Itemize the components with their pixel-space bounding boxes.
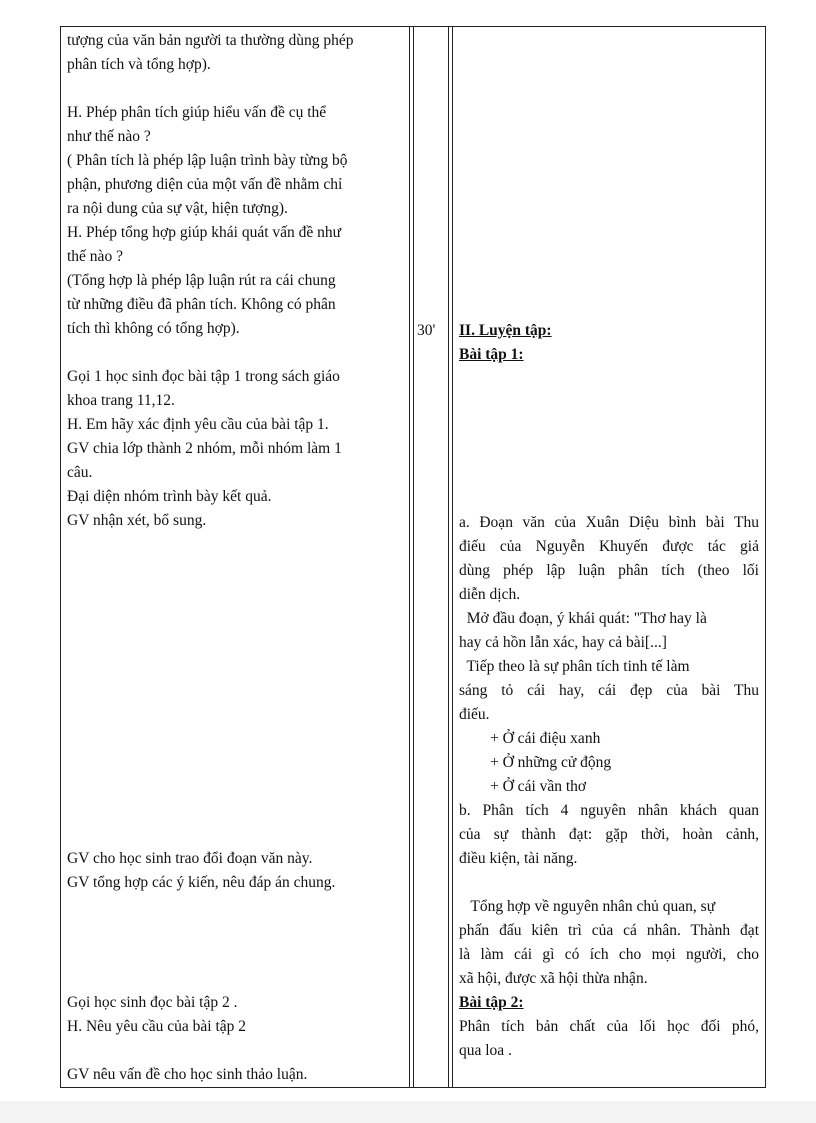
left-text-line: ra nội dung của sự vật, hiện tượng). <box>67 200 288 217</box>
right-text-line: sáng tỏ cái hay, cái đẹp của bài Thu <box>459 682 759 699</box>
left-text-line: tích thì không có tổng hợp). <box>67 320 240 337</box>
left-text-line: từ những điều đã phân tích. Không có phân <box>67 296 336 313</box>
right-text-line: là làm cái gì có ích cho mọi người, cho <box>459 946 759 963</box>
lesson-plan-table <box>60 26 766 1088</box>
right-text-line: + Ở những cử động <box>459 754 612 771</box>
left-text-line: Gọi học sinh đọc bài tập 2 . <box>67 994 238 1011</box>
right-text-line: Phân tích bản chất của lối học đối phó, <box>459 1018 759 1035</box>
left-text-line: GV tổng hợp các ý kiến, nêu đáp án chung. <box>67 874 336 891</box>
left-text-line: phận, phương diện của một vấn đề nhằm chỉ <box>67 176 343 193</box>
right-text-line: diễn dịch. <box>459 586 521 603</box>
left-text-line: H. Phép tổng hợp giúp khái quát vấn đề như <box>67 224 342 241</box>
right-text-line: phấn đấu kiên trì của cá nhân. Thành đạt <box>459 922 759 939</box>
right-text-line: hay cả hồn lẫn xác, hay cả bài[...] <box>459 634 667 651</box>
left-text-line: GV nêu vấn đề cho học sinh thảo luận. <box>67 1066 308 1083</box>
left-text-line: GV chia lớp thành 2 nhóm, mỗi nhóm làm 1 <box>67 440 342 457</box>
right-text-line: điều kiện, tài năng. <box>459 850 578 867</box>
column-divider <box>409 27 410 1087</box>
left-text-line: GV nhận xét, bổ sung. <box>67 512 207 529</box>
left-text-line: H. Phép phân tích giúp hiểu vấn đề cụ thể <box>67 104 327 121</box>
left-text-line: Gọi 1 học sinh đọc bài tập 1 trong sách giáo <box>67 368 340 385</box>
left-text-line: tượng của văn bản người ta thường dùng phép <box>67 32 354 49</box>
left-text-line: khoa trang 11,12. <box>67 392 175 409</box>
right-text-line: Tổng hợp về nguyên nhân chủ quan, sự <box>459 898 716 915</box>
time-duration: 30' <box>417 322 436 339</box>
right-text-line: Mở đầu đoạn, ý khái quát: "Thơ hay là <box>459 610 707 627</box>
right-text-line: của sự thành đạt: gặp thời, hoàn cảnh, <box>459 826 759 843</box>
left-text-line: ( Phân tích là phép lập luận trình bày từng bộ <box>67 152 348 169</box>
column-divider <box>413 27 414 1087</box>
right-text-line: + Ở cái vần thơ <box>459 778 587 795</box>
left-text-line: H. Nêu yêu cầu của bài tập 2 <box>67 1018 247 1035</box>
right-text-line: qua loa . <box>459 1042 512 1059</box>
right-text-line: b. Phân tích 4 nguyên nhân khách quan <box>459 802 759 819</box>
page-footer-band <box>0 1101 816 1123</box>
left-text-line: như thế nào ? <box>67 128 151 145</box>
right-text-line: Tiếp theo là sự phân tích tinh tế làm <box>459 658 690 675</box>
column-divider <box>452 27 453 1087</box>
left-text-line: câu. <box>67 464 93 481</box>
right-text-line: điếu. <box>459 706 490 723</box>
right-text-line: + Ở cái điệu xanh <box>459 730 601 747</box>
left-text-line: phân tích và tổng hợp). <box>67 56 211 73</box>
left-text-line: Đại diện nhóm trình bày kết quả. <box>67 488 272 505</box>
column-divider <box>448 27 449 1087</box>
right-text-line: a. Đoạn văn của Xuân Diệu bình bài Thu <box>459 514 759 531</box>
section-title: II. Luyện tập: <box>459 322 552 339</box>
exercise-1-title: Bài tập 1: <box>459 346 524 363</box>
left-text-line: thế nào ? <box>67 248 123 265</box>
right-text-line: dùng phép lập luận phân tích (theo lối <box>459 562 759 579</box>
right-text-line: xã hội, được xã hội thừa nhận. <box>459 970 648 987</box>
right-text-line: điếu của Nguyễn Khuyến được tác giả <box>459 538 759 555</box>
left-text-line: (Tổng hợp là phép lập luận rút ra cái chung <box>67 272 336 289</box>
left-text-line: H. Em hãy xác định yêu cầu của bài tập 1. <box>67 416 329 433</box>
exercise-2-title: Bài tập 2: <box>459 994 524 1011</box>
left-text-line: GV cho học sinh trao đổi đoạn văn này. <box>67 850 313 867</box>
